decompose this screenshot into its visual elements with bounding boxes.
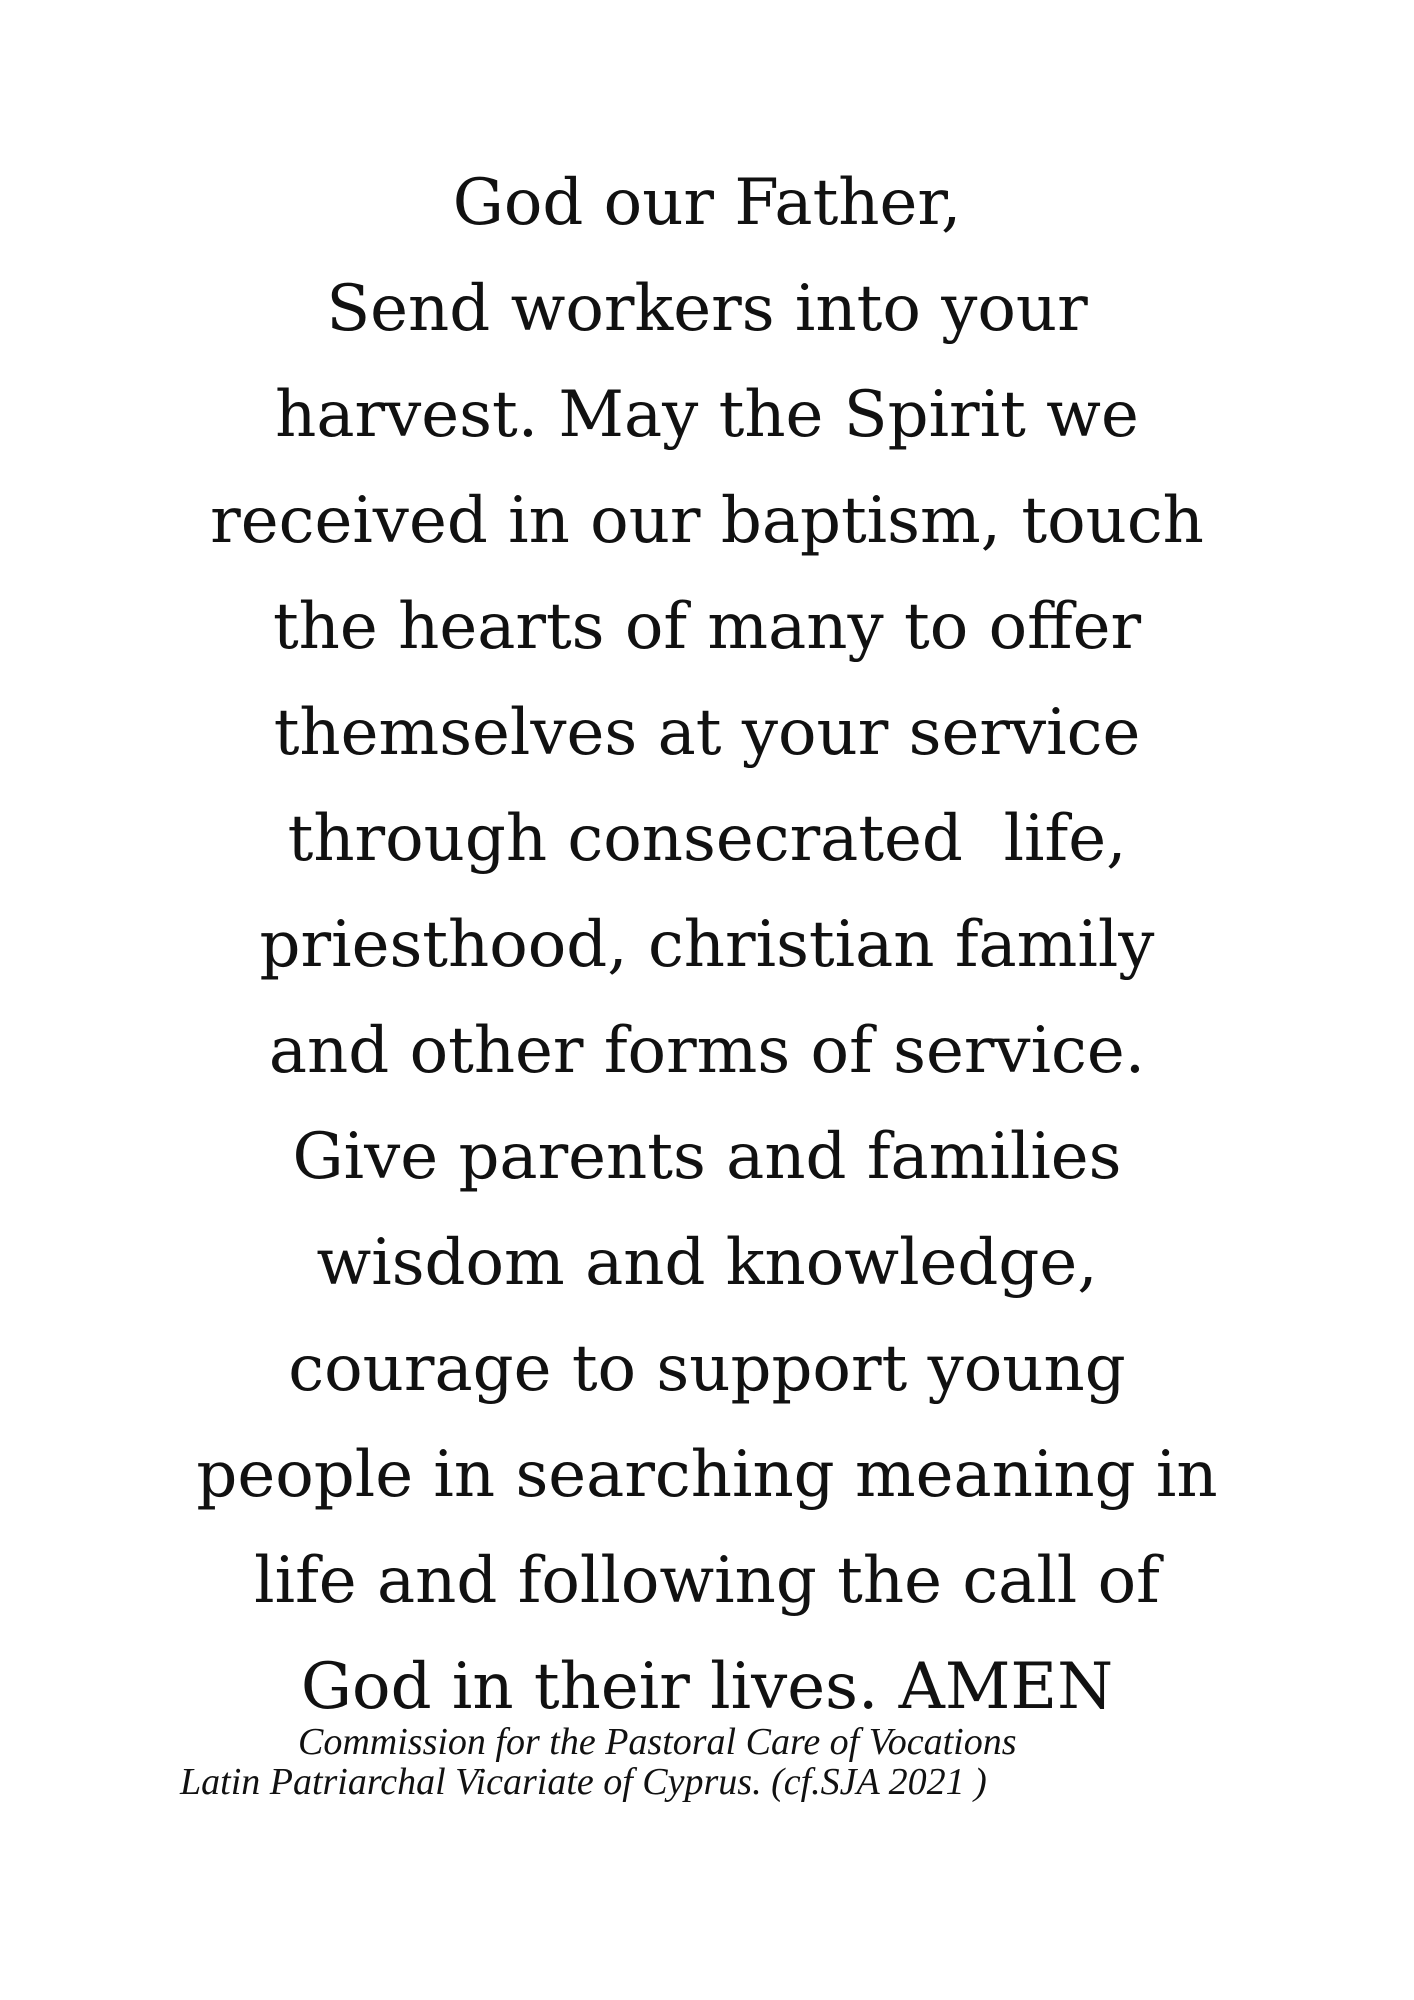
- prayer-line: themselves at your service: [273, 696, 1141, 770]
- vicariate-attribution: Latin Patriarchal Vicariate of Cyprus. (cf.SJA 2021 ): [180, 1761, 987, 1803]
- prayer-line: God our Father,: [452, 166, 962, 240]
- prayer-text: [40, 150, 1374, 1740]
- prayer-line: wisdom and knowledge,: [316, 1226, 1098, 1300]
- prayer-line: and other forms of service.: [268, 1014, 1146, 1088]
- commission-name: Commission for the Pastoral Care of Vocations: [298, 1721, 1017, 1763]
- prayer-line: received in our baptism, touch: [210, 484, 1204, 558]
- prayer-line: through consecrated life,: [287, 802, 1127, 876]
- prayer-line: harvest. May the Spirit we: [275, 378, 1139, 452]
- prayer-line: the hearts of many to offer: [272, 590, 1142, 664]
- prayer-line: life and following the call of: [254, 1544, 1160, 1618]
- signature-block: [140, 1722, 1240, 1802]
- prayer-line: courage to support young: [288, 1332, 1126, 1406]
- prayer-line: Send workers into your: [326, 272, 1088, 346]
- prayer-line: Give parents and families: [292, 1120, 1122, 1194]
- prayer-line: people in searching meaning in: [196, 1438, 1218, 1512]
- prayer-line: God in their lives. AMEN: [300, 1650, 1114, 1724]
- prayer-line: priesthood, christian family: [259, 908, 1155, 982]
